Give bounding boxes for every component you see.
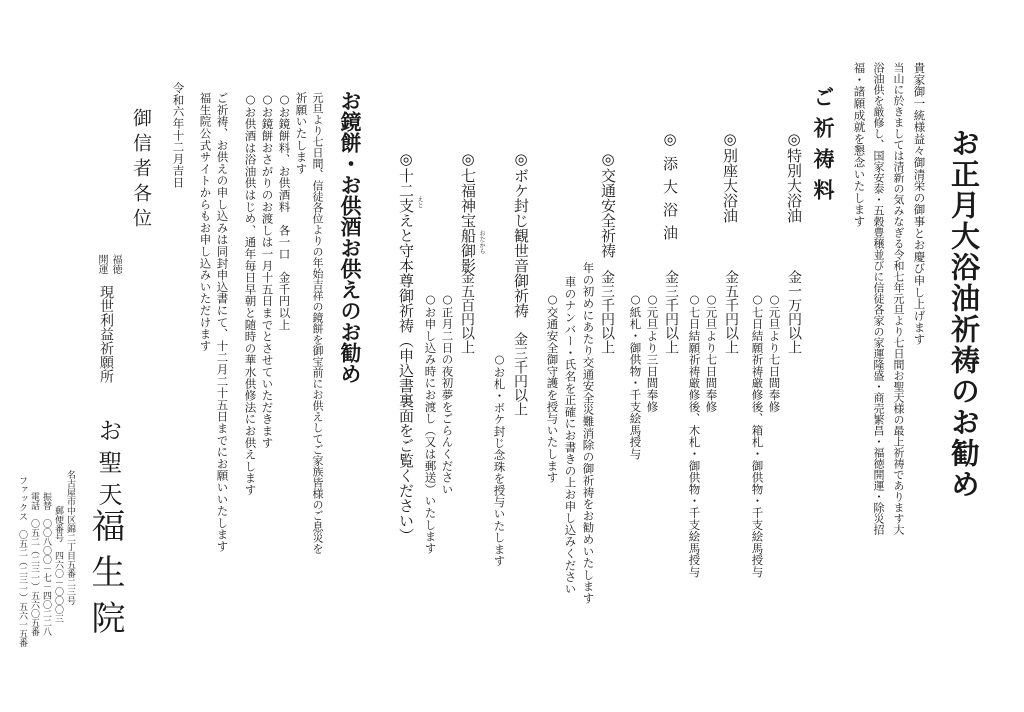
org-small-kaiun: 開運 [96, 254, 107, 274]
date: 令和六年十二月吉日 [171, 82, 186, 189]
intro-line-4: 福・諸願成就を懇念いたします [852, 62, 867, 228]
address-line-1: 名古屋市中区錦二丁目五番二三号 [65, 470, 75, 605]
item-special-detail-1: ○元旦より七日間奉修 [767, 292, 782, 413]
item-betsuza-detail-2: ○七日結願祈祷厳修後、木札・御供物・千支絵馬授与 [687, 292, 702, 578]
item-shichifuku-detail-2: ○お申し込み時にお渡し（又は郵送）いたします [423, 292, 438, 555]
item-betsuza-detail-1: ○元旦より七日間奉修 [704, 292, 719, 413]
temple-name-oshoten: お聖天 [94, 418, 122, 514]
item-traffic-detail-3: ○交通安全御守護を授与いたします [545, 292, 560, 484]
item-special-name: ◎特別大浴油 [785, 130, 803, 223]
address-line-4: 電話 〇五二（二三一）五六〇五番 [29, 492, 39, 636]
ruby-etou: えと [416, 196, 423, 208]
org-small-fukutoku: 福徳 [110, 254, 121, 274]
item-bokefuji-name: ◎ボケ封じ観世音御祈祷 [512, 150, 530, 318]
address-line-2: 郵便番号 四六〇－〇〇〇三 [53, 506, 63, 623]
kagami-line-5: ○お供酒は浴油供はじめ、通年毎日早朝と随時の華水供修法にお供えします [243, 92, 258, 496]
item-traffic-detail-1: 年の初めにあたり交通安全災難消除の御祈祷をお勧めいたします [581, 262, 596, 605]
org-subtitle: 現世利益祈願所 [98, 285, 114, 383]
closing-line-2: 福生院公式サイトからもお申し込みいただけます [198, 92, 213, 352]
temple-name-fukushoin: 福生院 [85, 508, 125, 646]
fee-heading: ご祈祷料 [811, 86, 835, 210]
intro-line-2: 当山に於きましては清新の気みなぎる令和七年元旦より七日間お聖天様の最上祈祷であります大 [892, 62, 905, 535]
kagami-line-1: 元旦より七日間、信徒各位よりの年始吉祥の鏡餅を御宝前にお供えしてご家族皆様のご息災を [311, 92, 324, 554]
item-shichifuku-name: ◎七福神宝船御影 [459, 150, 477, 273]
item-junishi-name: ◎十二支えと守本尊御祈祷（申込書裏面をご覧ください） [397, 150, 415, 543]
main-title: お正月大浴油祈祷のお勧め [947, 128, 981, 500]
item-special-price: 金一万円以上 [786, 270, 802, 354]
address-line-3: 振替 〇〇八〇〇－七－四〇二二八 [41, 492, 51, 636]
closing-line-1: ご祈祷、お供えの申し込みは同封申込書にて、十二月二十五日までにお願いいたします [215, 92, 230, 553]
item-bokefuji-price: 金三千円以上 [512, 332, 528, 416]
intro-line-3: 浴油供を厳修し、国家安泰・五穀豊穣並びに信徒各家の家運隆盛・商売繁昌・福徳開運・除災招 [872, 62, 885, 535]
item-traffic-name: ◎交通安全祈祷 [599, 150, 617, 258]
item-betsuza-name: ◎別座大浴油 [721, 130, 739, 223]
item-soe-name: ◎添大浴油 [661, 130, 679, 248]
item-shichifuku-price: 金五百円以上 [459, 270, 475, 354]
item-special-detail-2: ○七日結願祈祷厳修後、箱札・御供物・千支絵馬授与 [750, 292, 765, 578]
item-traffic-detail-2: 車のナンバー・氏名を正確にお書きの上お申し込みください [563, 276, 578, 595]
item-betsuza-price: 金五千円以上 [723, 270, 739, 354]
item-soe-price: 金三千円以上 [663, 270, 679, 354]
item-soe-detail-1: ○元旦より三日間奉修 [645, 292, 660, 413]
item-shichifuku-detail-1: ○正月二日の夜初夢をごらんください [440, 292, 455, 496]
address-line-5: ファックス 〇五二（二三一）五六一五番 [17, 476, 27, 647]
ruby-otakara: おたから [478, 230, 485, 254]
intro-line-1: 貴家御一統様益々御清栄の御事とお慶び申し上げます [912, 62, 927, 346]
item-bokefuji-detail-1: ○お札・ボケ封じ念珠を授与いたします [492, 352, 507, 567]
kagami-line-4: ○お鏡餅おさがりのお渡しは一月十五日までとさせていただきます [260, 92, 275, 449]
item-soe-detail-2: ○紙札・御供物・千支絵馬授与 [628, 292, 643, 460]
item-traffic-price: 金三千円以上 [599, 270, 615, 354]
kagami-line-2: 祈願いたします [294, 92, 309, 175]
kagami-line-3: ○お鏡餅料、お供酒料 各一口 金千円以上 [277, 92, 292, 331]
kagami-heading: お鏡餅・お供酒お供えのお勧め [338, 90, 362, 384]
addressee: 御信者各位 [130, 108, 152, 233]
